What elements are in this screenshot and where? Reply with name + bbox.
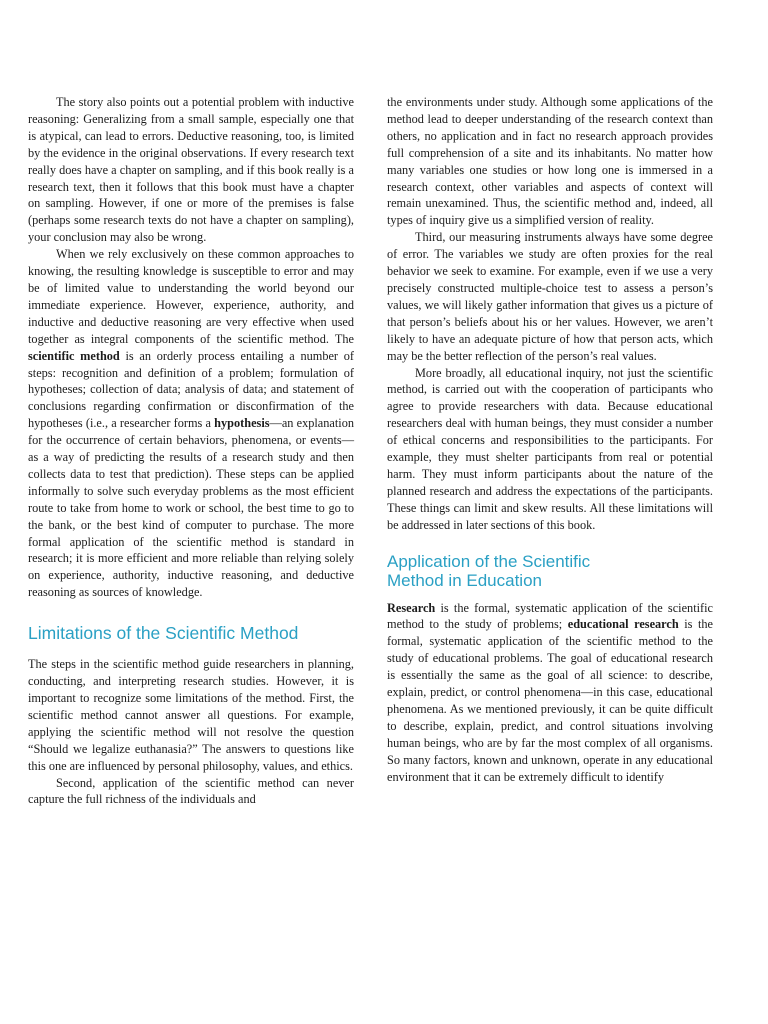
key-term-hypothesis: hypothesis [214,416,270,431]
key-term-research: Research [387,600,436,615]
paragraph [28,246,354,601]
heading-line: Application of the Scientific [387,551,591,571]
paragraph: The story also points out a potential problem with inductive reasoning: Generalizing from a small sample, especially one that is atypical, can lead to errors. Deductive reasoning, too, is limited by the evidence in the original observations. If every research text really does have a chapter on sampling, and if this book really is a research text, then it follows that this book must have a chapter on sampling. However, if one or more of the premises is false (perhaps some research texts do not have a chapter on sampling), your conclusion may also be wrong. [28,95,354,245]
right-column [387,94,713,786]
paragraph: The steps in the scientific method guide researchers in planning, conducting, and interpreting research studies. However, it is important to recognize some limitations of the method. First, the scientific method cannot answer all questions. For example, applying the scientific method will not resolve the question “Should we legalize euthanasia?” The answers to questions like this one are influenced by personal philosophy, values, and ethics. [28,657,354,773]
text-run: is the formal, systematic application of the scientific method to the study of problems; [387,600,713,632]
paragraph: Second, application of the scientific method can never capture the full richness of the individuals and [28,775,354,807]
paragraph: Third, our measuring instruments always have some degree of error. The variables we study are often proxies for the real behavior we seek to examine. For example, even if we use a very precisely constructed multiple-choice test to assess a person’s values, we will likely gather information that gives us a picture of that person’s beliefs about his or her values. However, we aren’t likely to have an adequate picture of how that person acts, which may be the better reflection of the person’s real values. [387,230,713,363]
text-run: is the formal, systematic application of the scientific method to the study of educational problems. The goal of educational research is essentially the same as the goal of all science: to describe, explain, predict, or control phenomena—in this case, educational phenomena. As we mentioned previously, it can be quite difficult to describe, explain, predict, and control situations involving human beings, who are by far the most complex of all organisms. So many factors, known and unknown, operate in any educational environment that it can be extremely difficult to identify [387,617,714,784]
text-run: —an explanation for the occurrence of certain behaviors, phenomena, or events—as a way of predicting the results of a research study and then collects data to test that prediction). These steps can be applied informally to solve such everyday problems as the most efficient route to take from home to work or school, the best time to go to the bank, or the best kind of computer to purchase. The more formal application of the scientific method is standard in research; it is more efficient and more reliable than relying solely on experience, authority, inductive reasoning, and deductive reasoning as sources of knowledge. [28,416,355,600]
section-heading-application [387,552,713,590]
text-run: When we rely exclusively on these common approaches to knowing, the resulting knowledge is susceptible to error and may be of limited value to understanding the world beyond our immediate experience. However, experience, authority, and inductive and deductive reasoning are very effective when used together as integral components of the scientific method. The [28,247,354,346]
paragraph: the environments under study. Although some applications of the method lead to deeper understanding of the research context than others, no application and in fact no research approach provides full comprehension of a site and its inhabitants. No matter how many variables one studies or how long one is immersed in a research context, other variables and aspects of context will remain unexamined. Thus, the scientific method and, indeed, all types of inquiry give us a simplified version of reality. [387,95,713,228]
section-heading-limitations: Limitations of the Scientific Method [28,623,299,644]
paragraph: More broadly, all educational inquiry, not just the scientific method, is carried out with the cooperation of participants who agree to provide researchers with data. Because educational researchers deal with human beings, they must consider a number of ethical concerns and responsibilities to the participants. For example, they must shelter participants from real or potential harm. They must inform participants about the nature of the planned research and address the expectations of the participants. These things can limit and skew results. All these limitations will be addressed in later sections of this book. [387,365,713,532]
left-column [28,94,354,808]
text-run: is an orderly process entailing a number of steps: recognition and definition of a problem; formulation of hypotheses; collection of data; analysis of data; and statement of conclusions regarding confirmation or disconfirmation of the hypotheses (i.e., a researcher forms a [28,348,354,431]
paragraph [387,600,713,786]
key-term-educational-research: educational research [567,617,679,632]
heading-line: Method in Education [387,570,542,590]
key-term-scientific-method: scientific method [28,348,120,363]
